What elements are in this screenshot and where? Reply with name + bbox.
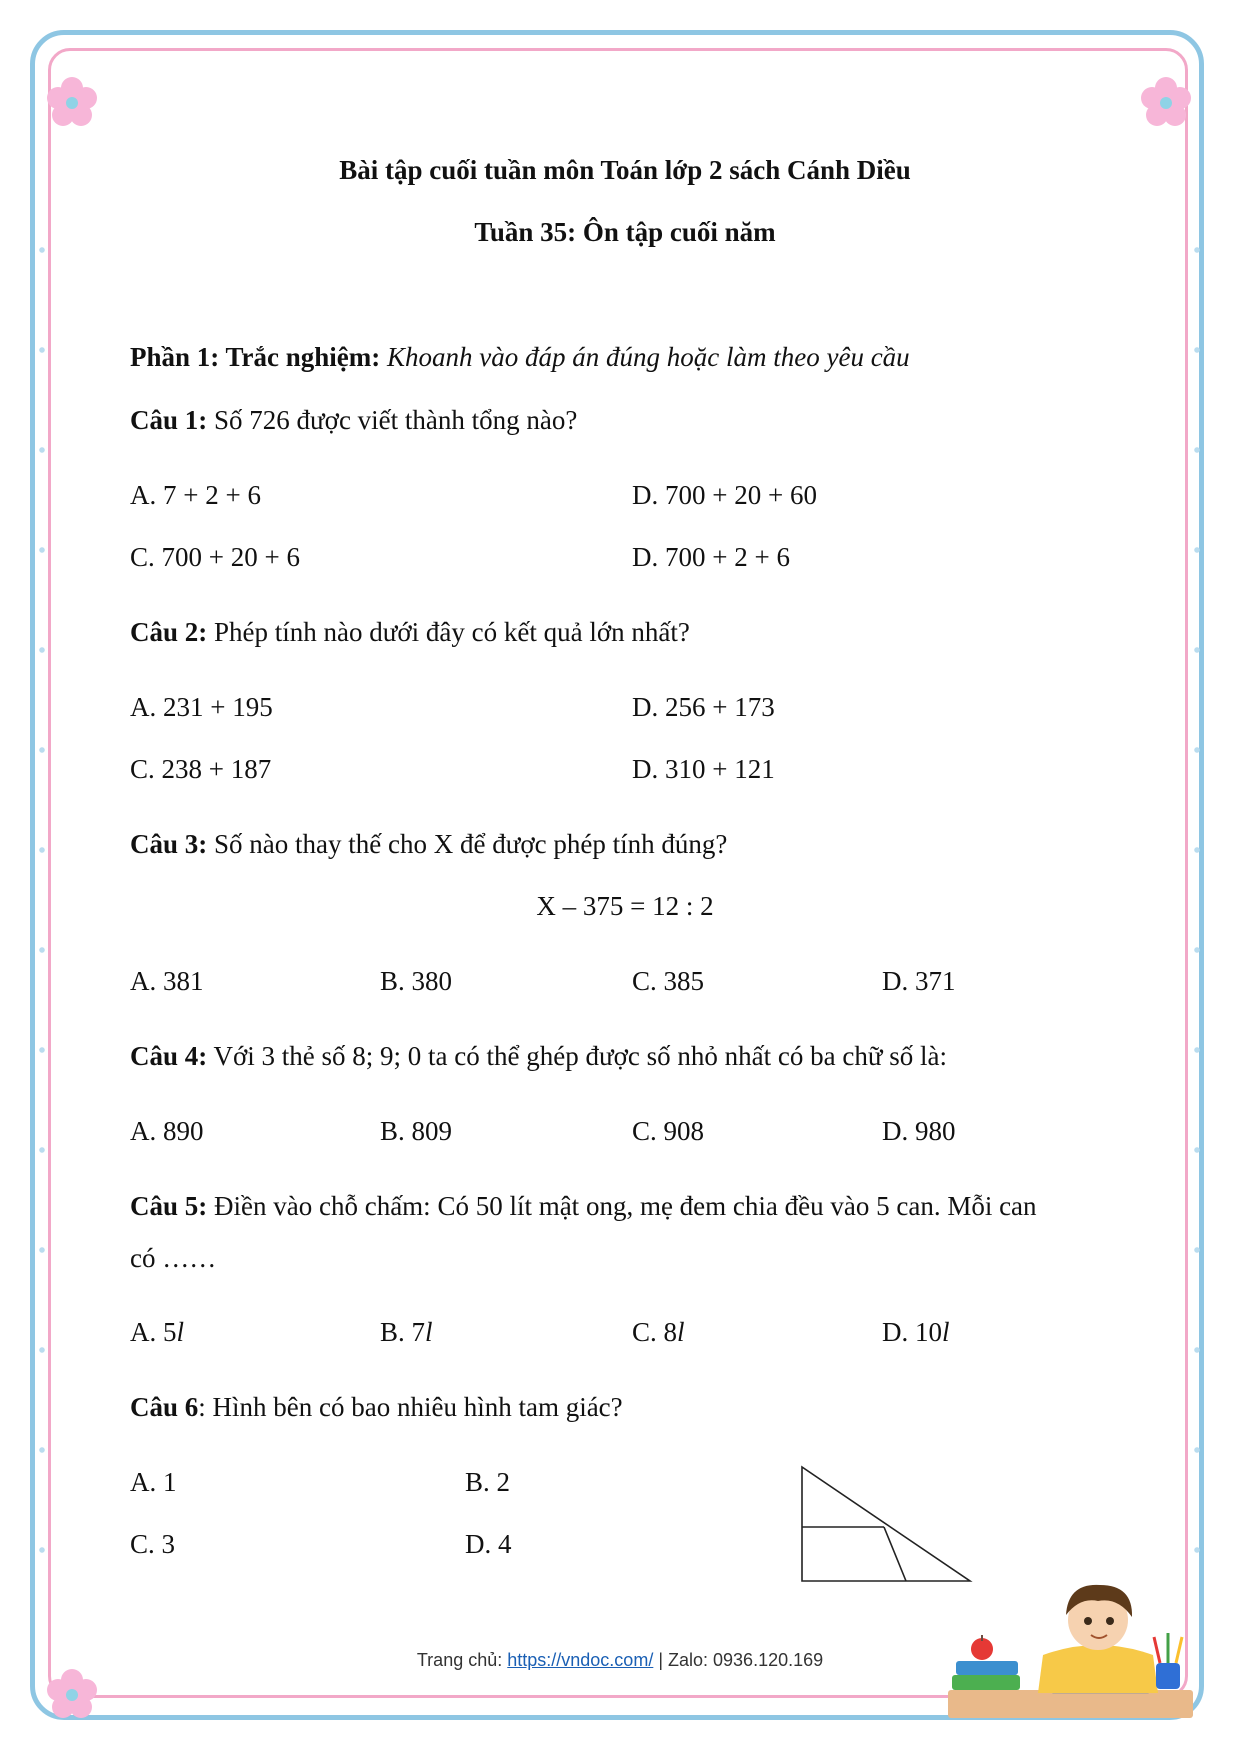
answer-option[interactable]: D. 700 + 20 + 60 <box>632 480 817 510</box>
answer-option[interactable]: C. 700 + 20 + 6 <box>130 542 300 572</box>
answer-option[interactable]: D. 700 + 2 + 6 <box>632 542 790 572</box>
part1-instruction: Khoanh vào đáp án đúng hoặc làm theo yêu cầu <box>387 342 910 372</box>
answer-option[interactable] <box>632 1317 685 1348</box>
triangle-figure <box>800 1465 980 1585</box>
homepage-link[interactable]: https://vndoc.com/ <box>507 1650 654 1670</box>
answer-option[interactable]: B. 2 <box>465 1467 511 1497</box>
option-value: C. 8 <box>632 1317 678 1347</box>
question-label: Câu 1: <box>130 405 208 435</box>
outer-triangle <box>802 1467 970 1581</box>
option-value: D. 10 <box>882 1317 942 1347</box>
answer-option[interactable]: D. 371 <box>882 966 956 996</box>
answer-option[interactable]: D. 4 <box>465 1529 512 1559</box>
question-label: Câu 5: <box>130 1191 208 1221</box>
answer-option[interactable] <box>882 1317 950 1348</box>
answer-option[interactable]: C. 3 <box>130 1529 176 1559</box>
equation: X – 375 = 12 : 2 <box>536 891 714 921</box>
answer-option[interactable]: A. 1 <box>130 1467 177 1497</box>
question-6 <box>130 1392 623 1423</box>
question-5 <box>130 1191 1037 1222</box>
question-text: Điền vào chỗ chấm: Có 50 lít mật ong, mẹ đem chia đều vào 5 can. Mỗi can <box>214 1191 1037 1221</box>
answer-option[interactable]: B. 809 <box>380 1116 453 1146</box>
question-1 <box>130 405 577 436</box>
inner-page-border <box>48 48 1188 1698</box>
option-unit: l <box>176 1317 185 1347</box>
page-subtitle: Tuần 35: Ôn tập cuối năm <box>474 217 776 247</box>
left-dotted-border <box>38 200 46 1620</box>
answer-option[interactable]: B. 380 <box>380 966 453 996</box>
question-3 <box>130 829 727 860</box>
answer-option[interactable] <box>130 1317 184 1348</box>
part1-label: Phần 1: Trắc nghiệm: <box>130 342 381 372</box>
answer-option[interactable]: C. 238 + 187 <box>130 754 272 784</box>
part1-heading <box>130 342 910 373</box>
question-label: Câu 6 <box>130 1392 199 1422</box>
footer-prefix: Trang chủ: <box>416 1650 508 1670</box>
flower-icon <box>44 74 100 130</box>
answer-option[interactable]: D. 980 <box>882 1116 956 1146</box>
answer-option[interactable]: C. 908 <box>632 1116 705 1146</box>
option-value: A. 5 <box>130 1317 177 1347</box>
answer-option[interactable] <box>380 1317 433 1348</box>
question-text: Với 3 thẻ số 8; 9; 0 ta có thể ghép được số nhỏ nhất có ba chữ số là: <box>213 1041 947 1071</box>
question-text: Số 726 được viết thành tổng nào? <box>214 405 578 435</box>
question-2 <box>130 617 690 648</box>
option-value: B. 7 <box>380 1317 426 1347</box>
answer-option[interactable]: D. 256 + 173 <box>632 692 775 722</box>
question-text: Phép tính nào dưới đây có kết quả lớn nhất? <box>214 617 690 647</box>
page-footer <box>0 1650 1240 1671</box>
question-label: Câu 3: <box>130 829 208 859</box>
option-unit: l <box>425 1317 433 1347</box>
answer-option[interactable]: A. 7 + 2 + 6 <box>130 480 261 510</box>
question-4 <box>130 1041 947 1072</box>
option-unit: l <box>942 1317 950 1347</box>
question-text-continued: có …… <box>130 1243 217 1273</box>
answer-option[interactable]: A. 381 <box>130 966 204 996</box>
question-text: : Hình bên có bao nhiêu hình tam giác? <box>198 1392 623 1422</box>
answer-option[interactable]: A. 231 + 195 <box>130 692 273 722</box>
flower-icon <box>1138 74 1194 130</box>
question-text: Số nào thay thế cho X để được phép tính đúng? <box>214 829 728 859</box>
flower-icon <box>44 1666 100 1722</box>
option-unit: l <box>677 1317 685 1347</box>
footer-contact: | Zalo: 0936.120.169 <box>653 1650 824 1670</box>
answer-option[interactable]: D. 310 + 121 <box>632 754 775 784</box>
question-label: Câu 2: <box>130 617 208 647</box>
right-dotted-border <box>1193 200 1201 1620</box>
question-label: Câu 4: <box>130 1041 208 1071</box>
answer-option[interactable]: A. 890 <box>130 1116 204 1146</box>
answer-option[interactable]: C. 385 <box>632 966 705 996</box>
page-title: Bài tập cuối tuần môn Toán lớp 2 sách Cánh Diều <box>339 155 911 185</box>
